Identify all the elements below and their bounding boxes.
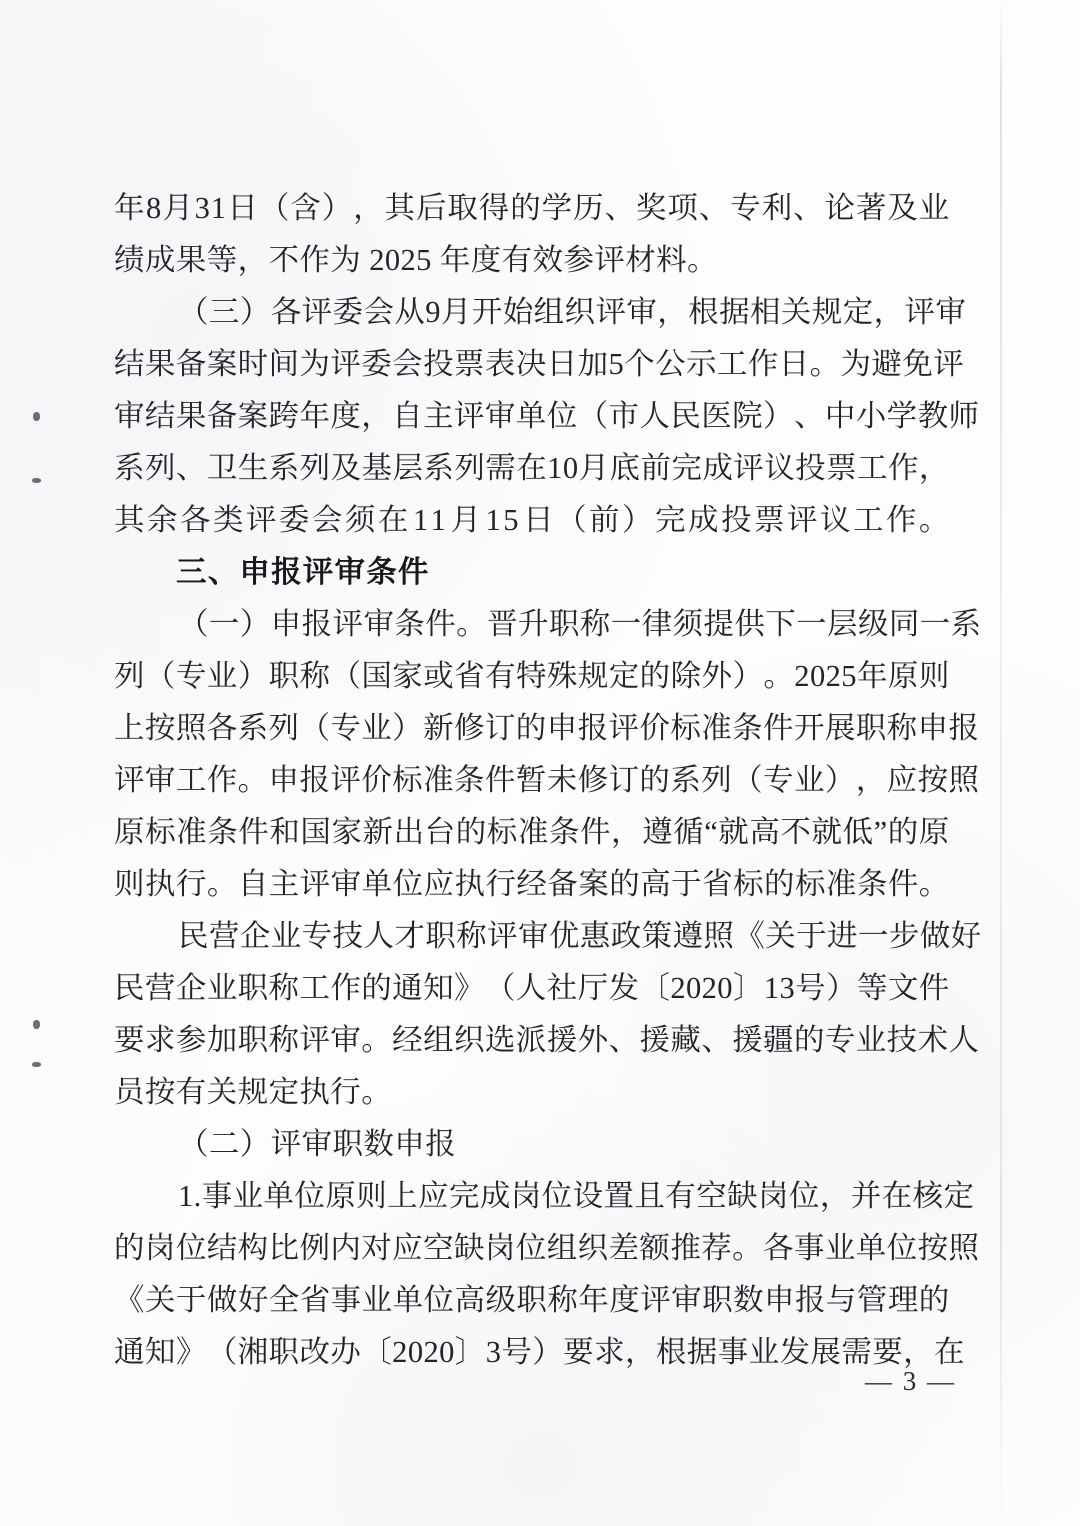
body-line: （二）评审职数申报 bbox=[178, 1127, 457, 1161]
page-number: — 3 — bbox=[865, 1366, 956, 1396]
body-line: 审 结 果 备 案 跨 年 度 ， 自 主 评 审 单 位 （ 市 人 民 医 院 ） 、 中 小 学 教 师 bbox=[114, 399, 980, 433]
scan-speck-artifact bbox=[33, 1020, 40, 1029]
scan-speck-artifact bbox=[33, 412, 40, 421]
body-line: 员按有关规定执行。 bbox=[114, 1075, 393, 1109]
scan-seam-artifact bbox=[1000, 0, 1002, 1526]
body-line: 上 按 照 各 系 列 （ 专 业 ） 新 修 订 的 申 报 评 价 标 准 条 件 开 展 职 称 申 报 bbox=[114, 711, 980, 745]
body-line: 年 8 月 3 1 日 （ 含 ） ， 其 后 取 得 的 学 历 、 奖 项 、 专 利 、 论 著 及 业 bbox=[114, 191, 950, 225]
scan-speck-artifact bbox=[32, 478, 41, 483]
body-line: （ 三 ） 各 评 委 会 从 9 月 开 始 组 织 评 审 ， 根 据 相 关 规 定 ， 评 审 bbox=[178, 295, 967, 329]
body-line: 评 审 工 作 。 申 报 评 价 标 准 条 件 暂 未 修 订 的 系 列 （ 专 业 ） ， 应 按 照 bbox=[114, 763, 980, 797]
section-heading: 三、申报评审条件 bbox=[176, 555, 430, 589]
body-line: 则 执 行 。 自 主 评 审 单 位 应 执 行 经 备 案 的 高 于 省 标 的 标 准 条 件 。 bbox=[114, 867, 950, 901]
body-line: 其 余 各 类 评 委 会 须 在 1 1 月 1 5 日 （ 前 ） 完 成 投 票 评 议 工 作 。 bbox=[114, 503, 950, 537]
body-line: （ 一 ） 申 报 评 审 条 件 。 晋 升 职 称 一 律 须 提 供 下 一 层 级 同 一 系 bbox=[178, 607, 982, 641]
body-line: 的 岗 位 结 构 比 例 内 对 应 空 缺 岗 位 组 织 差 额 推 荐 。 各 事 业 单 位 按 照 bbox=[114, 1231, 980, 1265]
body-line: 1 . 事 业 单 位 原 则 上 应 完 成 岗 位 设 置 且 有 空 缺 岗 位 ， 并 在 核 定 bbox=[178, 1179, 975, 1213]
body-line: 结 果 备 案 时 间 为 评 委 会 投 票 表 决 日 加 5 个 公 示 工 作 日 。 为 避 免 评 bbox=[114, 347, 965, 381]
body-line: 系 列 、 卫 生 系 列 及 基 层 系 列 需 在 1 0 月 底 前 完 成 评 议 投 票 工 作 ， bbox=[114, 451, 950, 485]
body-line: 绩成果等，不作为 2025 年度有效参评材料。 bbox=[114, 243, 718, 277]
body-line: 列 （ 专 业 ） 职 称 （ 国 家 或 省 有 特 殊 规 定 的 除 外 ） 。 2 0 2 5 年 原 则 bbox=[114, 659, 950, 693]
document-body bbox=[114, 182, 982, 1378]
body-line: 要 求 参 加 职 称 评 审 。 经 组 织 选 派 援 外 、 援 藏 、 援 疆 的 专 业 技 术 人 bbox=[114, 1023, 980, 1057]
body-line: 《 关 于 做 好 全 省 事 业 单 位 高 级 职 称 年 度 评 审 职 数 申 报 与 管 理 的 bbox=[114, 1283, 950, 1317]
body-line: 民 营 企 业 职 称 工 作 的 通 知 》 （ 人 社 厅 发 〔 2 0 2 0 〕 1 3 号 ） 等 文 件 bbox=[114, 971, 950, 1005]
body-line: 通 知 》 （ 湘 职 改 办 〔 2 0 2 0 〕 3 号 ） 要 求 ， 根 据 事 业 发 展 需 要 ， 在 bbox=[114, 1335, 965, 1369]
body-line: 民 营 企 业 专 技 人 才 职 称 评 审 优 惠 政 策 遵 照 《 关 于 进 一 步 做 好 bbox=[178, 919, 982, 953]
scan-speck-artifact bbox=[32, 1062, 41, 1067]
body-line: 原 标 准 条 件 和 国 家 新 出 台 的 标 准 条 件 ， 遵 循 “ 就 高 不 就 低 ” 的 原 bbox=[114, 815, 950, 849]
